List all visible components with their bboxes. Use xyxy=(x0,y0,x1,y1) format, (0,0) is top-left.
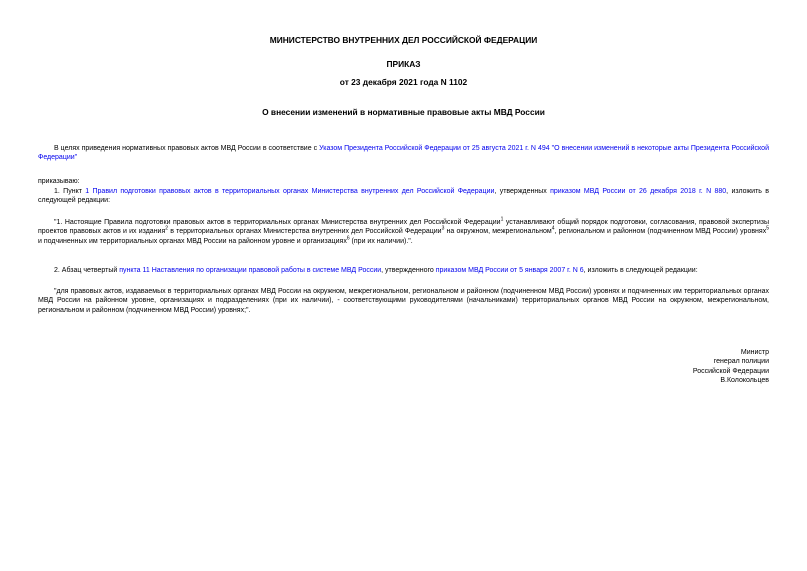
link-order-6[interactable]: приказом МВД России от 5 января 2007 г. N 6 xyxy=(435,267,584,274)
link-manual-point-11[interactable]: пункта 11 Наставления по организации правовой работы в системе МВД России xyxy=(119,267,382,274)
paragraph-order xyxy=(38,177,769,186)
order-text: приказываю: xyxy=(38,178,80,185)
footnote-mark-4[interactable]: 4 xyxy=(551,226,555,233)
item-1-text-mid: , утвержденных xyxy=(494,188,551,195)
footnote-mark-5[interactable]: 5 xyxy=(766,226,769,233)
item-1-text-before: 1. Пункт xyxy=(54,188,86,195)
footnote-mark-1[interactable]: 1 xyxy=(500,216,504,223)
preamble-text: В целях приведения нормативных правовых актов МВД России в соответствие с xyxy=(54,145,320,152)
quote-part-1: "1. Настоящие Правила подготовки правовых актов в территориальных органах Министерства внутренних дел Российской Федерации xyxy=(54,219,501,226)
quote-part-5: , региональном и районном (подчиненном МВД России) уровнях xyxy=(554,228,767,236)
item-2-text-before: 2. Абзац четвертый xyxy=(54,267,120,274)
footnote-mark-3[interactable]: 3 xyxy=(441,226,445,233)
quote-part-4: на окружном, межрегиональном xyxy=(444,228,552,236)
link-order-880[interactable]: приказом МВД России от 26 декабря 2018 г. N 880 xyxy=(550,188,727,195)
signature-name: В.Колокольцев xyxy=(720,377,769,385)
signature-country: Российской Федерации xyxy=(692,367,769,375)
quote-item-2-text: "для правовых актов, издаваемых в территориальных органах МВД России на окружном, межрегиональном, региональном и районном (подчиненном МВД России) уровнях и подчиненных им территориальных органах МВД России на районном уровне, организациях и подразделениях (при их наличии), - соответствующими руководителями (начальниками) территориальных органов МВД России на окружном, межрегиональном, региональном и районном (подчиненном МВД России) уровнях;". xyxy=(38,288,769,314)
paragraph-item-2 xyxy=(38,266,769,275)
document-title: О внесении изменений в нормативные правовые акты МВД России xyxy=(262,107,545,117)
paragraph-item-1 xyxy=(38,187,769,206)
document-date-number: от 23 декабря 2021 года N 1102 xyxy=(339,77,468,87)
item-2-text-after: , изложить в следующей редакции: xyxy=(583,267,698,274)
document-type: ПРИКАЗ xyxy=(386,59,421,69)
signature-block xyxy=(693,348,769,386)
link-rules-point-1[interactable]: 1 Правил подготовки правовых актов в территориальных органах Министерства внутренних дел Российской Федерации xyxy=(85,188,495,195)
signature-rank: генерал полиции xyxy=(713,358,769,366)
paragraph-preamble xyxy=(38,144,769,163)
quote-part-7: (при их наличии).". xyxy=(349,237,413,245)
paragraph-item-1-quote xyxy=(38,218,769,246)
item-2-text-mid: , утвержденного xyxy=(381,267,436,274)
footnote-mark-6[interactable]: 6 xyxy=(346,235,350,242)
item-1-text-after: , изложить в следующей редакции: xyxy=(38,188,769,205)
footnote-mark-2[interactable]: 2 xyxy=(165,226,169,233)
signature-position: Министр xyxy=(740,349,769,356)
link-presidential-decree[interactable]: Указом Президента Российской Федерации от 25 августа 2021 г. N 494 "О внесении изменений в некоторые акты Президента Российской Федерации" xyxy=(38,145,769,162)
ministry-heading: МИНИСТЕРСТВО ВНУТРЕННИХ ДЕЛ РОССИЙСКОЙ ФЕДЕРАЦИИ xyxy=(269,35,538,45)
paragraph-item-2-quote xyxy=(38,287,769,315)
quote-part-3: в территориальных органах Министерства внутренних дел Российской Федерации xyxy=(168,228,442,236)
quote-part-2: устанавливают общий порядок подготовки, согласования, правовой экспертизы проектов правовых актов и их издания xyxy=(38,219,769,236)
quote-part-6: и подчиненных им территориальных органах МВД России на районном уровне и организациях xyxy=(38,237,347,245)
